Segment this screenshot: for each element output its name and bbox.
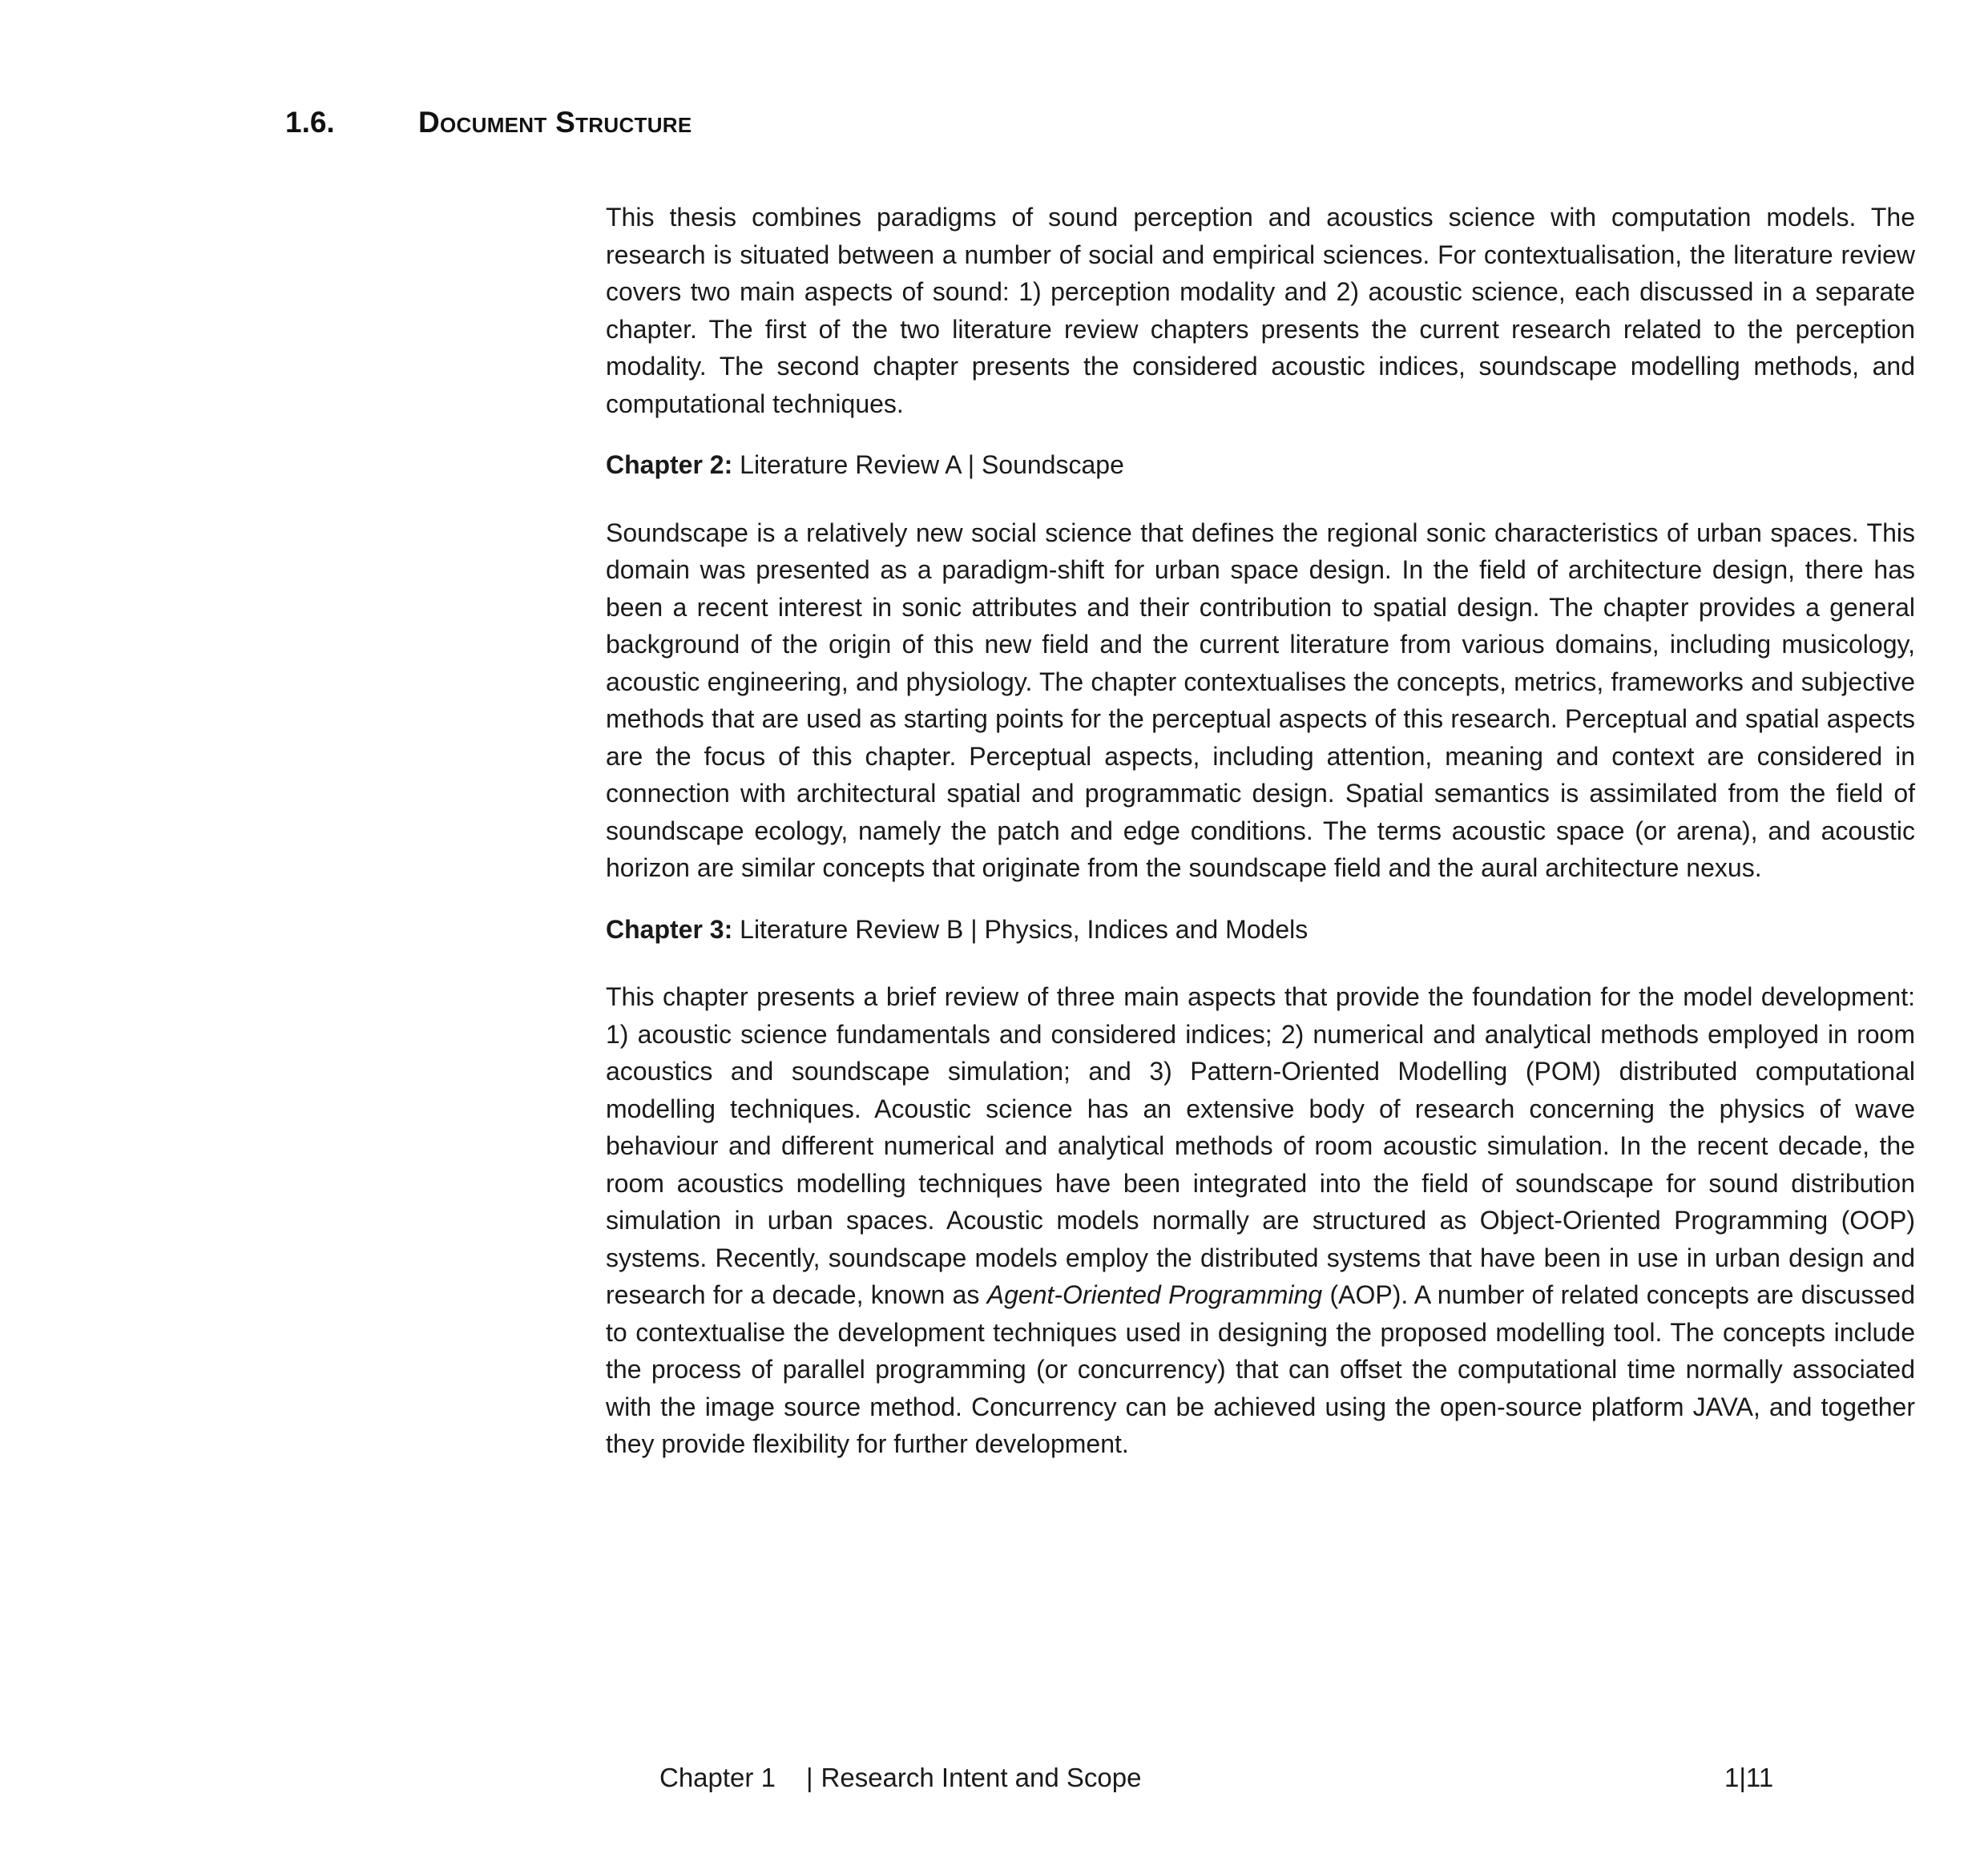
footer-chapter-title: Research Intent and Scope: [821, 1763, 1142, 1792]
footer-chapter-info: [659, 1763, 1141, 1793]
chapter-3-paragraph-part-1: This chapter presents a brief review of three main aspects that provide the foundation for the model development: 1) acoustic science fundamentals and considered indices; 2) numerical and analytical methods employed in room acoustics and soundscape simulation; and 3) Pattern-Oriented Modelling (POM) distributed computational modelling techniques. Acoustic science has an extensive body of research concerning the physics of wave behaviour and different numerical and analytical methods of room acoustic simulation. In the recent decade, the room acoustics modelling techniques have been integrated into the field of soundscape for sound distribution simulation in urban spaces. Acoustic models normally are structured as Object-Oriented Programming (OOP) systems. Recently, soundscape models employ the distributed systems that have been in use in urban design and research for a decade, known as: [606, 982, 1915, 1309]
footer-page-number: 1|11: [1724, 1763, 1774, 1792]
section-number: 1.6.: [285, 106, 335, 139]
section-title: Document Structure: [418, 106, 692, 139]
chapter-3-heading: [606, 911, 1915, 949]
body-content: [606, 199, 1915, 1487]
chapter-2-paragraph: Soundscape is a relatively new social science that defines the regional sonic characteristics of urban spaces. This domain was presented as a paradigm-shift for urban space design. In the field of architecture design, there has been a recent interest in sonic attributes and their contribution to spatial design. The chapter provides a general background of the origin of this new field and the current literature from various domains, including musicology, acoustic engineering, and physiology. The chapter contextualises the concepts, metrics, frameworks and subjective methods that are used as starting points for the perceptual aspects of this research. Perceptual and spatial aspects are the focus of this chapter. Perceptual aspects, including attention, meaning and context are considered in connection with architectural spatial and programmatic design. Spatial semantics is assimilated from the field of soundscape ecology, namely the patch and edge conditions. The terms acoustic space (or arena), and acoustic horizon are similar concepts that originate from the soundscape field and the aural architecture nexus.: [606, 518, 1915, 882]
chapter-3-paragraph-part-2: (AOP). A number of related concepts are discussed to contextualise the development techniques used in designing the proposed modelling tool. The concepts include the process of parallel programming (or concurrency) that can offset the computational time normally associated with the image source method. Concurrency can be achieved using the open-source platform JAVA, and together they provide flexibility for further development.: [606, 1280, 1916, 1458]
footer-chapter: Chapter 1: [659, 1763, 776, 1792]
chapter-3-title: Literature Review B | Physics, Indices and Models: [740, 914, 1309, 944]
chapter-3-label: Chapter 3:: [606, 914, 733, 944]
footer-separator: |: [805, 1763, 813, 1792]
chapter-2-title: Literature Review A | Soundscape: [740, 450, 1124, 479]
intro-paragraph: This thesis combines paradigms of sound perception and acoustics science with computation models. The research is situated between a number of social and empirical sciences. For contextualisation, the literature review covers two main aspects of sound: 1) perception modality and 2) acoustic science, each discussed in a separate chapter. The first of the two literature review chapters presents the current research related to the perception modality. The second chapter presents the considered acoustic indices, soundscape modelling methods, and computational techniques.: [606, 203, 1915, 418]
chapter-3-paragraph: [606, 978, 1915, 1463]
chapter-2-heading: [606, 446, 1915, 484]
chapter-2-label: Chapter 2:: [606, 450, 733, 479]
chapter-3-paragraph-emphasis: Agent-Oriented Programming: [986, 1280, 1323, 1309]
section-heading: [285, 106, 692, 139]
